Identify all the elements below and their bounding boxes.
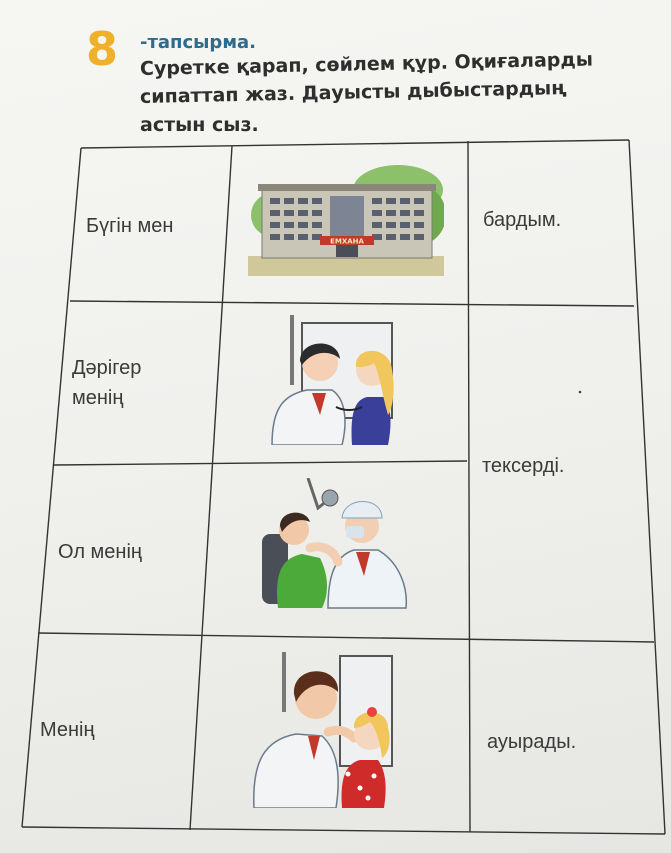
row2-left-text-line2: менің	[72, 387, 124, 409]
dentist-image	[258, 478, 414, 616]
row3-right-text: тексерді.	[482, 455, 565, 477]
table-row-divider	[38, 633, 654, 642]
instruction-line-3: астын сыз.	[140, 114, 259, 136]
table-column-divider	[190, 146, 232, 830]
instruction-line-1: Суретке қарап, сөйлем құр. Оқиғаларды	[139, 48, 594, 80]
table-border-top	[81, 140, 629, 148]
instruction-line-2: сипаттап жаз. Дауысты дыбыстардың	[139, 77, 567, 108]
row2-left-text-line1: Дәрігер	[72, 357, 142, 379]
table-row-divider	[70, 301, 634, 306]
row1-left-text: Бүгін мен	[86, 215, 174, 237]
row4-left-text: Менің	[40, 719, 95, 741]
row3-left-text: Ол менің	[58, 541, 142, 563]
doctor-stethoscope-image	[262, 315, 418, 445]
stray-mark	[579, 391, 582, 394]
table-border-bottom	[22, 827, 665, 834]
hospital-sign: ЕМХАНА	[330, 237, 364, 246]
table-column-divider	[468, 141, 470, 832]
row4-right-text: ауырады.	[487, 731, 577, 753]
table-border-right	[629, 140, 665, 834]
hospital-building-image	[248, 160, 444, 280]
task-number: 8	[86, 22, 119, 76]
doctor-throat-check-image	[244, 652, 400, 808]
table-row-divider	[53, 461, 467, 465]
row1-right-text: бардым.	[483, 209, 562, 231]
task-label: -тапсырма.	[140, 32, 257, 53]
